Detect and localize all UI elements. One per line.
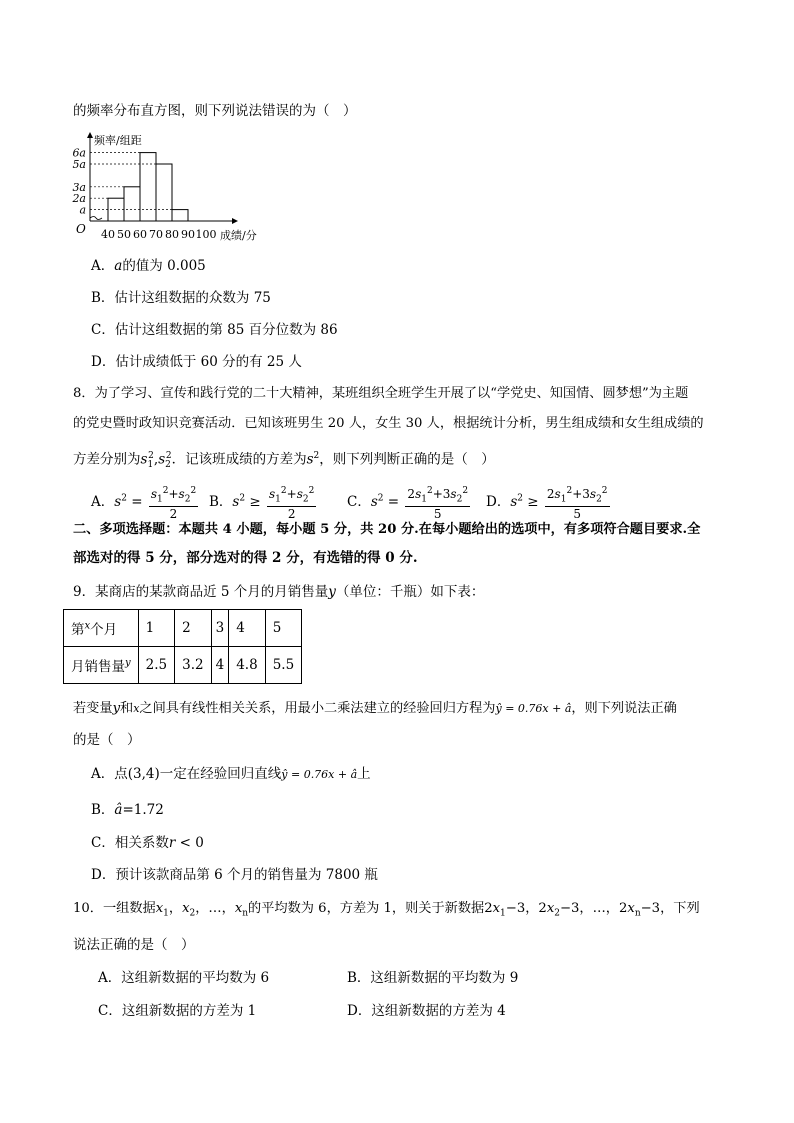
q10-stem-line2: 说法正确的是（ ） [73, 937, 195, 953]
q10-option-c: C．这组新数据的方差为 1 [98, 1003, 257, 1019]
table-cell: 1 [138, 610, 174, 647]
table-header-cell: 月销售量$^y$ [64, 647, 139, 684]
y-tick-label: 6a [72, 146, 86, 160]
table-cell: 3 [211, 610, 229, 647]
q9-statement-line2: 的是（ ） [73, 732, 141, 748]
q8-stem-line2: 的党史暨时政知识竞赛活动．已知该班男生 20 人，女生 30 人，根据统计分析，男生组成绩和女生组成绩的 [73, 416, 704, 431]
q7-option-c: C．估计这组数据的第 85 百分位数为 86 [91, 322, 338, 338]
q7-option-d: D．估计成绩低于 60 分的有 25 人 [91, 354, 302, 370]
table-cell: 2 [175, 610, 211, 647]
q10-option-d: D．这组新数据的方差为 4 [347, 1003, 506, 1019]
x-tick-label: 80 [165, 228, 179, 241]
q8-stem-line3: 方差分别为$s_1^2,s_2^2$．记该班成绩的方差为$s^2$，则下列判断正确的是（ ） [73, 451, 495, 471]
q9-option-c: C．相关系数r < 0 [91, 835, 204, 851]
section2-heading-line1: 二、多项选择题：本题共 4 小题，每小题 5 分，共 20 分.在每小题给出的选项中，有多项符合题目要求.全 [73, 522, 701, 537]
histogram-bar [156, 164, 172, 221]
histogram-bar [124, 187, 140, 221]
table-row [64, 647, 302, 684]
q9-option-d: D．预计该款商品第 6 个月的销售量为 7800 瓶 [91, 867, 378, 883]
y-tick-label: 5a [72, 158, 86, 171]
q9-stem: 9．某商店的某款商品近 5 个月的月销售量y（单位：千瓶）如下表： [73, 584, 485, 600]
table-cell: 4 [211, 647, 229, 684]
q8-option-a: A．$s^2$ = $\frac{s_1^2+s_2^2}{2}$ [91, 486, 197, 522]
origin-label: O [76, 222, 86, 236]
q9-option-b: B．â=1.72 [91, 802, 164, 818]
histogram-bar [140, 153, 156, 221]
q7-option-a: A．a的值为 0.005 [91, 258, 206, 274]
y-tick-label: a [79, 203, 86, 217]
x-tick-label: 60 [133, 228, 147, 241]
y-tick-label: 3a [72, 180, 86, 194]
table-row [64, 610, 302, 647]
q9-statement-line1: 若变量y和x之间具有线性相关关系，用最小二乘法建立的经验回归方程为ŷ = 0.76x + â，则下列说法正确 [73, 701, 677, 716]
q7-option-b: B．估计这组数据的众数为 75 [91, 290, 271, 306]
q10-option-b: B．这组新数据的平均数为 9 [347, 970, 519, 986]
y-tick-label: 2a [72, 192, 86, 206]
q8-option-c: C．$s^2$ = $\frac{2s_1^2+3s_2^2}{5}$ [347, 486, 469, 522]
x-tick-label: 70 [149, 228, 163, 241]
y-axis-label: 频率/组距 [94, 134, 142, 147]
q10-stem-line1: 10．一组数据$x_1$，$x_2$，…，$x_n$的平均数为 6，方差为 1，则关于新数据$2x_1-3$，$2x_2-3$，…，$2x_n-3$，下列 [73, 901, 700, 919]
table-cell: 4.8 [229, 647, 265, 684]
x-tick-label: 90 [181, 228, 195, 241]
x-axis-label: 成绩/分 [220, 229, 257, 242]
q8-stem-line1: 8．为了学习、宣传和践行党的二十大精神，某班组织全班学生开展了以“学党史、知国情、圆梦想”为主题 [73, 386, 689, 401]
x-tick-label: 100 [195, 228, 217, 241]
frequency-histogram [70, 130, 270, 245]
x-tick-label: 40 [101, 228, 115, 241]
q9-option-a: A．点(3,4)一定在经验回归直线ŷ = 0.76x + â上 [91, 766, 371, 782]
y-axis-arrow [87, 132, 93, 138]
table-cell: 5.5 [265, 647, 301, 684]
x-axis-arrow [232, 218, 238, 224]
table-cell: 4 [229, 610, 265, 647]
table-cell: 2.5 [138, 647, 174, 684]
histogram-bar [172, 210, 188, 221]
sales-table [63, 609, 302, 684]
q8-option-d: D．$s^2$ ≥ $\frac{2s_1^2+3s_2^2}{5}$ [486, 486, 608, 522]
section2-heading-line2: 部选对的得 5 分，部分选对的得 2 分，有选错的得 0 分. [73, 550, 418, 566]
table-header-cell: 第$^x$个月 [64, 610, 139, 647]
table-cell: 5 [265, 610, 301, 647]
axis-break [90, 217, 102, 220]
x-tick-label: 50 [117, 228, 131, 241]
q7-stem: 的频率分布直方图，则下列说法错误的为（ ） [73, 103, 357, 119]
q10-option-a: A．这组新数据的平均数为 6 [98, 970, 270, 986]
q8-option-b: B．$s^2$ ≥ $\frac{s_1^2+s_2^2}{2}$ [209, 486, 315, 522]
table-cell: 3.2 [175, 647, 211, 684]
